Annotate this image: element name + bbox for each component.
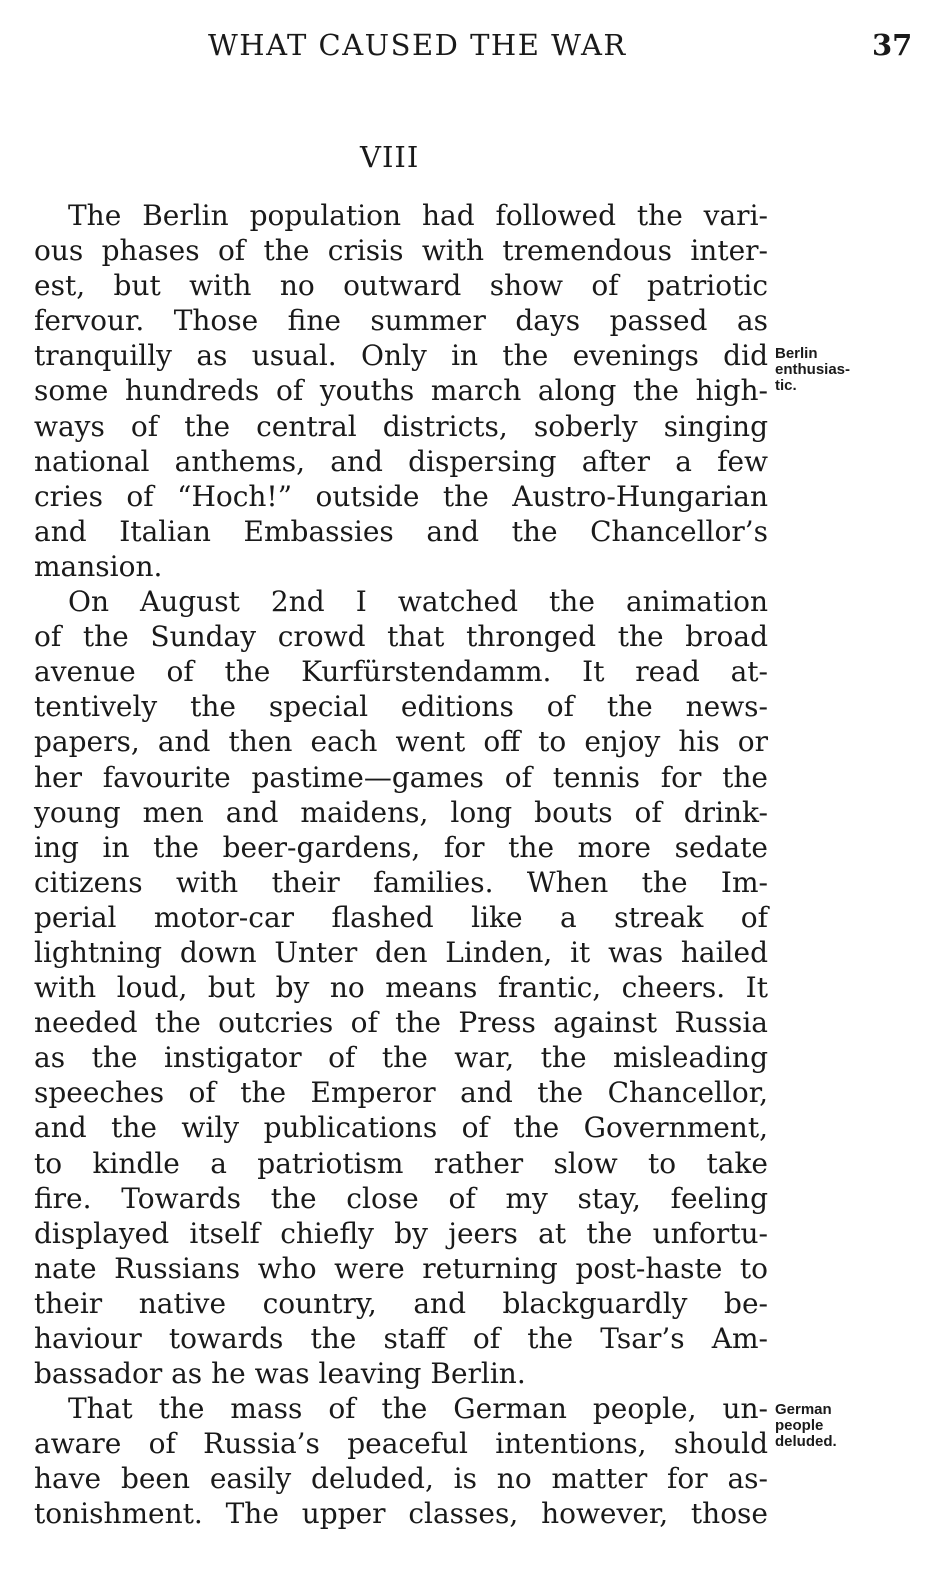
- side-note-berlin-enthusiastic: [775, 346, 850, 394]
- text-line: papers, and then each went off to enjoy his or: [34, 725, 768, 759]
- text-line: citizens with their families. When the Im-: [34, 865, 768, 899]
- text-line: young men and maidens, long bouts of drink-: [34, 795, 768, 829]
- side-note-line: deluded.: [775, 1433, 837, 1450]
- text-line: On August 2nd I watched the animation: [68, 585, 768, 619]
- side-note-line: tic.: [775, 377, 797, 394]
- text-line: as the instigator of the war, the misleading: [34, 1041, 768, 1075]
- text-line: ing in the beer-gardens, for the more sedate: [34, 830, 768, 864]
- text-line: with loud, but by no means frantic, cheers. It: [34, 971, 768, 1005]
- text-line: to kindle a patriotism rather slow to take: [34, 1146, 768, 1180]
- text-line: ways of the central districts, soberly singing: [34, 409, 768, 443]
- text-line: bassador as he was leaving Berlin.: [34, 1357, 526, 1391]
- text-line: cries of “Hoch!” outside the Austro-Hungarian: [34, 479, 768, 513]
- text-line: national anthems, and dispersing after a few: [34, 444, 768, 478]
- text-line: lightning down Unter den Linden, it was hailed: [34, 935, 768, 969]
- text-line: and the wily publications of the Government,: [34, 1111, 768, 1145]
- running-title: WHAT CAUSED THE WAR: [208, 28, 627, 62]
- text-line: of the Sunday crowd that thronged the broad: [34, 620, 768, 654]
- text-line: speeches of the Emperor and the Chancellor,: [34, 1076, 768, 1110]
- text-line: avenue of the Kurfürstendamm. It read at-: [34, 655, 768, 689]
- text-line: tonishment. The upper classes, however, those: [34, 1497, 768, 1531]
- text-line: mansion.: [34, 549, 163, 583]
- text-line: displayed itself chiefly by jeers at the unfortu-: [34, 1216, 768, 1250]
- text-line: some hundreds of youths march along the high-: [34, 374, 768, 408]
- text-line: nate Russians who were returning post-haste to: [34, 1251, 768, 1285]
- side-note-german-people-deluded: [775, 1402, 837, 1450]
- page-number: 37: [872, 28, 913, 62]
- body-text: [34, 198, 768, 1532]
- section-number: VIII: [360, 140, 420, 174]
- text-line: needed the outcries of the Press against Russia: [34, 1006, 768, 1040]
- side-note-line: Berlin: [775, 345, 818, 362]
- text-line: ous phases of the crisis with tremendous inter-: [34, 234, 768, 268]
- text-line: tentively the special editions of the news-: [34, 690, 768, 724]
- text-line: and Italian Embassies and the Chancellor’s: [34, 514, 768, 548]
- text-line: That the mass of the German people, un-: [68, 1392, 768, 1426]
- side-note-line: people: [775, 1417, 824, 1434]
- text-line: tranquilly as usual. Only in the evenings did: [34, 339, 768, 373]
- text-line: perial motor-car flashed like a streak of: [34, 900, 768, 934]
- text-line: est, but with no outward show of patriotic: [34, 269, 768, 303]
- text-line: aware of Russia’s peaceful intentions, should: [34, 1427, 768, 1461]
- text-line: haviour towards the staff of the Tsar’s Am-: [34, 1322, 768, 1355]
- text-line: their native country, and blackguardly be-: [34, 1286, 768, 1320]
- text-line: fervour. Those fine summer days passed as: [34, 304, 768, 338]
- text-line: her favourite pastime—games of tennis for the: [34, 760, 768, 794]
- text-line: fire. Towards the close of my stay, feeling: [34, 1181, 768, 1215]
- side-note-line: enthusias-: [775, 361, 851, 378]
- text-line: The Berlin population had followed the vari-: [68, 199, 768, 232]
- side-note-line: German: [775, 1401, 832, 1418]
- text-line: have been easily deluded, is no matter for as-: [34, 1462, 768, 1496]
